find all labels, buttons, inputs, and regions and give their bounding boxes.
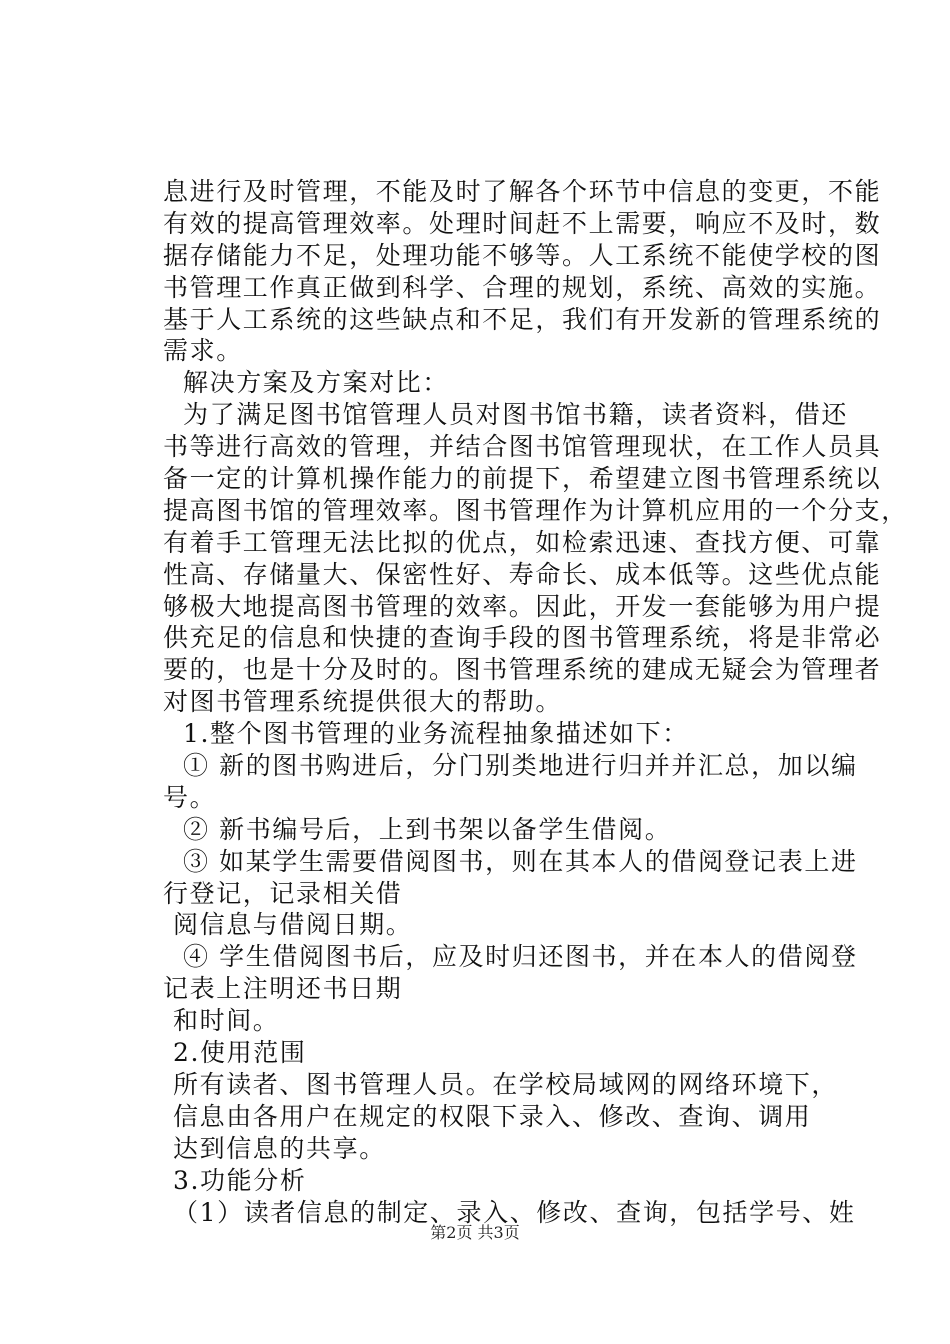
- text-line: 号。: [163, 782, 217, 812]
- text-line: 基于人工系统的这些缺点和不足，我们有开发新的管理系统的: [163, 304, 882, 334]
- text-line: 提高图书馆的管理效率。图书管理作为计算机应用的一个分支，: [163, 495, 908, 525]
- list-item: （1）读者信息的制定、录入、修改、查询，包括学号、姓: [173, 1197, 856, 1227]
- section-heading: 解决方案及方案对比：: [183, 368, 450, 398]
- list-item: ② 新书编号后，上到书架以备学生借阅。: [183, 814, 672, 844]
- document-body: [163, 176, 908, 1228]
- text-line: 达到信息的共享。: [173, 1133, 386, 1163]
- section-heading: 1.整个图书管理的业务流程抽象描述如下：: [183, 719, 689, 749]
- text-line: 备一定的计算机操作能力的前提下，希望建立图书管理系统以: [163, 464, 882, 494]
- text-line: 信息由各用户在规定的权限下录入、修改、查询、调用: [173, 1101, 812, 1131]
- list-item: ④ 学生借阅图书后，应及时归还图书，并在本人的借阅登: [183, 942, 858, 972]
- list-item: ③ 如某学生需要借阅图书，则在其本人的借阅登记表上进: [183, 846, 858, 876]
- list-item: ① 新的图书购进后，分门别类地进行归并并汇总，加以编: [183, 751, 858, 781]
- text-line: 要的，也是十分及时的。图书管理系统的建成无疑会为管理者: [163, 655, 882, 685]
- text-line: 记表上注明还书日期: [163, 974, 403, 1004]
- text-line: 据存储能力不足，处理功能不够等。人工系统不能使学校的图: [163, 240, 882, 270]
- text-line: 性高、存储量大、保密性好、寿命长、成本低等。这些优点能: [163, 559, 882, 589]
- page-number: 第2页 共3页: [430, 1223, 520, 1242]
- text-line: 够极大地提高图书管理的效率。因此，开发一套能够为用户提: [163, 591, 882, 621]
- text-line: 有着手工管理无法比拟的优点，如检索迅速、查找方便、可靠: [163, 527, 882, 557]
- text-line: 和时间。: [173, 1006, 280, 1036]
- section-heading: 2.使用范围: [173, 1038, 307, 1068]
- text-line: 为了满足图书馆管理人员对图书馆书籍，读者资料，借还: [183, 400, 849, 430]
- text-line: 书管理工作真正做到科学、合理的规划，系统、高效的实施。: [163, 272, 882, 302]
- text-line: 行登记，记录相关借: [163, 878, 403, 908]
- text-line: 息进行及时管理，不能及时了解各个环节中信息的变更，不能: [163, 177, 882, 206]
- text-line: 供充足的信息和快捷的查询手段的图书管理系统，将是非常必: [163, 623, 882, 653]
- text-line: 阅信息与借阅日期。: [173, 910, 413, 940]
- section-heading: 3.功能分析: [173, 1165, 307, 1195]
- text-line: 有效的提高管理效率。处理时间赶不上需要，响应不及时，数: [163, 208, 882, 238]
- text-line: 书等进行高效的管理，并结合图书馆管理现状，在工作人员具: [163, 432, 882, 462]
- text-line: 所有读者、图书管理人员。在学校局域网的网络环境下，: [173, 1069, 839, 1099]
- text-line: 对图书管理系统提供很大的帮助。: [163, 687, 563, 717]
- text-line: 需求。: [163, 336, 243, 366]
